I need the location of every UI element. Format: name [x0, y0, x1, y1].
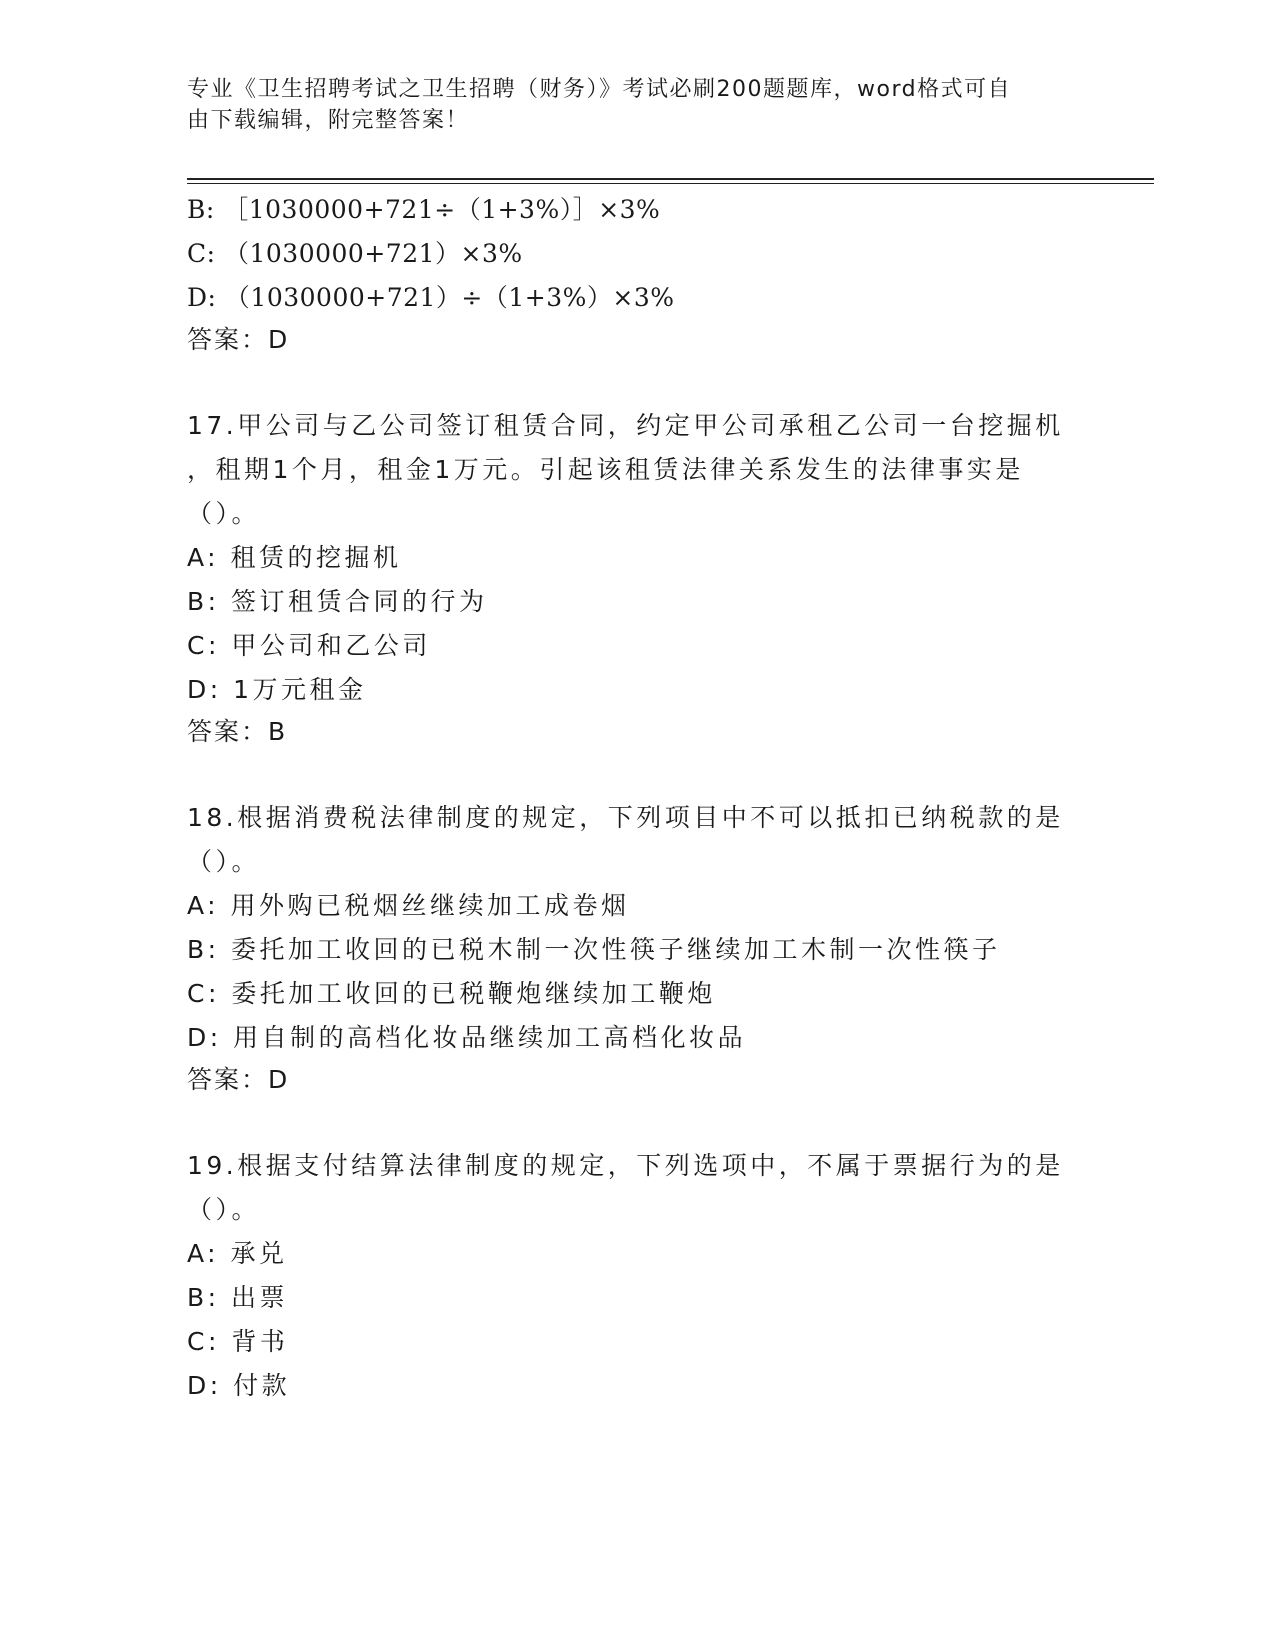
header-line-2: 由下载编辑，附完整答案！	[187, 108, 470, 133]
q19-option-a: A: 承兑	[187, 1239, 288, 1268]
q17-option-a: A: 租赁的挖掘机	[187, 543, 402, 572]
header-line-1: 专业《卫生招聘考试之卫生招聘（财务）》考试必刷200题题库，word格式可自	[187, 77, 1012, 102]
q16-answer: 答案：D	[187, 325, 290, 354]
q17-stem-line-3: （）。	[187, 499, 261, 528]
q17-stem-line-2: ，租期1个月，租金1万元。引起该租赁法律关系发生的法律事实是	[187, 455, 1024, 484]
q18-option-c: C: 委托加工收回的已税鞭炮继续加工鞭炮	[187, 979, 716, 1008]
q19-option-d: D: 付款	[187, 1371, 291, 1400]
q16-option-d: D: （1030000+721）÷（1+3%）×3%	[187, 283, 675, 312]
q18-stem-line-1: 18.根据消费税法律制度的规定，下列项目中不可以抵扣已纳税款的是	[187, 803, 1064, 832]
q17-option-d: D: 1万元租金	[187, 675, 367, 704]
header-divider-thin	[187, 183, 1154, 184]
header-divider-thick	[187, 178, 1154, 180]
q18-option-a: A: 用外购已税烟丝继续加工成卷烟	[187, 891, 630, 920]
q17-stem-line-1: 17.甲公司与乙公司签订租赁合同，约定甲公司承租乙公司一台挖掘机	[187, 411, 1064, 440]
q18-answer: 答案：D	[187, 1065, 290, 1094]
q19-option-b: B: 出票	[187, 1283, 289, 1312]
q17-answer: 答案：B	[187, 717, 288, 746]
q16-option-b: B: ［1030000+721÷（1+3%）］×3%	[187, 195, 661, 224]
q18-option-d: D: 用自制的高档化妆品继续加工高档化妆品	[187, 1023, 747, 1052]
page-header	[187, 74, 1067, 136]
q17-option-b: B: 签订租赁合同的行为	[187, 587, 488, 616]
q19-stem-line-1: 19.根据支付结算法律制度的规定，下列选项中，不属于票据行为的是	[187, 1151, 1064, 1180]
q19-option-c: C: 背书	[187, 1327, 289, 1356]
q18-stem-line-2: （）。	[187, 847, 261, 876]
q19-stem-line-2: （）。	[187, 1195, 261, 1224]
q17-option-c: C: 甲公司和乙公司	[187, 631, 431, 660]
q18-option-b: B: 委托加工收回的已税木制一次性筷子继续加工木制一次性筷子	[187, 935, 1001, 964]
q16-option-c: C: （1030000+721）×3%	[187, 239, 523, 268]
